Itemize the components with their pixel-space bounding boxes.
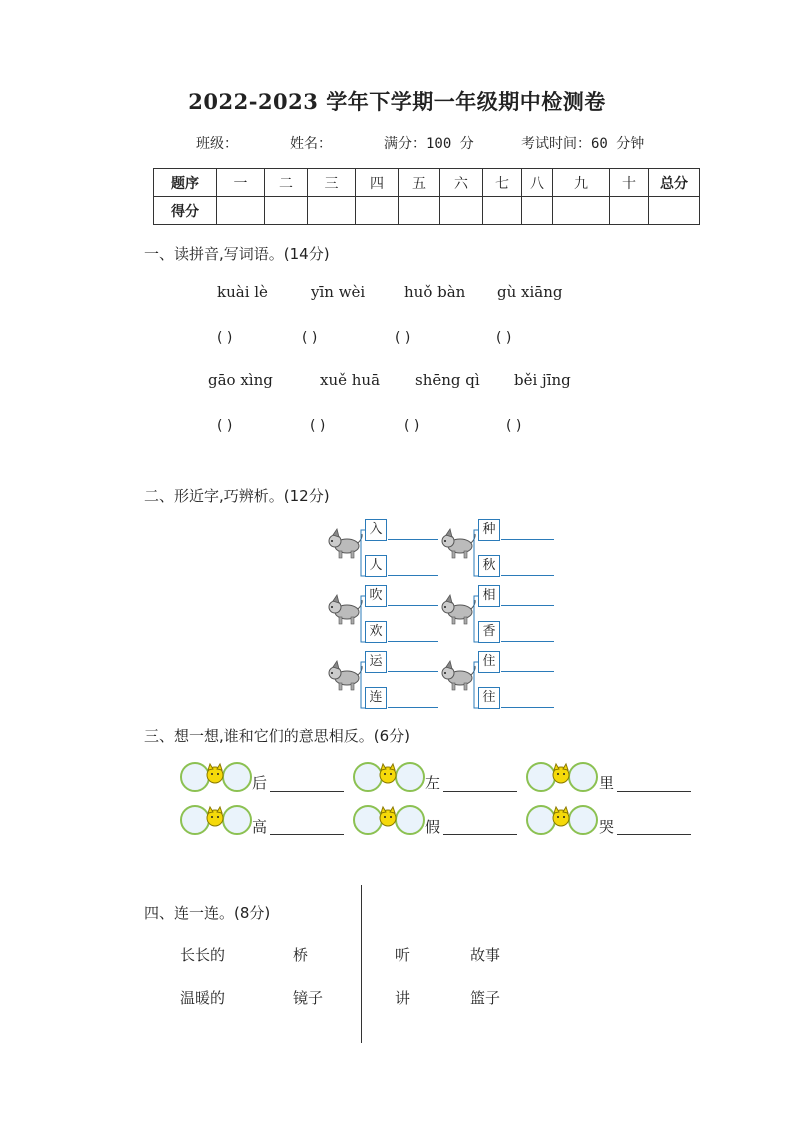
full-score-label: 满分：100 分 xyxy=(384,136,474,152)
answer-line[interactable] xyxy=(388,605,438,606)
match-item[interactable]: 温暖的 xyxy=(180,989,226,1007)
answer-line[interactable] xyxy=(501,575,554,576)
section1-heading: 一、读拼音,写词语。(14分) xyxy=(144,245,330,263)
cat-icon xyxy=(376,762,400,786)
table-col-3: 三 xyxy=(308,169,356,197)
answer-line[interactable] xyxy=(501,671,554,672)
answer-blank[interactable]: ( ) xyxy=(217,418,233,434)
char-box: 运 xyxy=(365,651,387,673)
answer-blank[interactable]: ( ) xyxy=(496,330,512,346)
pinyin-item: shēng qì xyxy=(415,371,480,389)
section3-heading: 三、想一想,谁和它们的意思相反。(6分) xyxy=(144,727,411,745)
score-cell[interactable] xyxy=(522,197,553,225)
table-col-9: 九 xyxy=(553,169,610,197)
cat-icon xyxy=(549,805,573,829)
score-cell[interactable] xyxy=(610,197,649,225)
antonym-char: 哭 xyxy=(599,818,615,836)
answer-line[interactable] xyxy=(501,641,554,642)
score-cell[interactable] xyxy=(483,197,522,225)
match-item[interactable]: 听 xyxy=(395,946,411,964)
char-box: 连 xyxy=(365,687,387,709)
score-cell[interactable] xyxy=(553,197,610,225)
score-cell[interactable] xyxy=(217,197,265,225)
char-box: 人 xyxy=(365,555,387,577)
cat-icon xyxy=(549,762,573,786)
answer-blank[interactable]: ( ) xyxy=(310,418,326,434)
char-box: 欢 xyxy=(365,621,387,643)
answer-line[interactable] xyxy=(443,834,517,835)
page-title: 2022-2023 学年下学期一年级期中检测卷 xyxy=(188,89,606,114)
exam-time-label: 考试时间：60 分钟 xyxy=(521,136,645,152)
answer-line[interactable] xyxy=(501,539,554,540)
cat-icon xyxy=(203,762,227,786)
answer-blank[interactable]: ( ) xyxy=(217,330,233,346)
match-item[interactable]: 讲 xyxy=(395,989,411,1007)
char-box: 入 xyxy=(365,519,387,541)
table-col-6: 六 xyxy=(440,169,483,197)
antonym-char: 里 xyxy=(599,774,615,792)
pinyin-item: yīn wèi xyxy=(311,283,366,301)
score-table-score-row xyxy=(154,197,700,225)
section2-heading: 二、形近字,巧辨析。(12分) xyxy=(144,487,330,505)
answer-line[interactable] xyxy=(388,539,438,540)
score-table xyxy=(153,168,700,225)
pinyin-item: gāo xìng xyxy=(208,371,273,389)
antonym-char: 假 xyxy=(425,818,441,836)
table-col-2: 二 xyxy=(265,169,308,197)
pinyin-item: gù xiāng xyxy=(497,283,563,301)
answer-line[interactable] xyxy=(270,834,344,835)
divider-line xyxy=(361,885,362,1043)
class-label: 班级： xyxy=(196,136,238,152)
answer-line[interactable] xyxy=(443,791,517,792)
char-box: 住 xyxy=(478,651,500,673)
char-box: 秋 xyxy=(478,555,500,577)
answer-line[interactable] xyxy=(388,575,438,576)
cat-icon xyxy=(203,805,227,829)
char-box: 香 xyxy=(478,621,500,643)
table-score-label: 得分 xyxy=(154,197,217,225)
answer-blank[interactable]: ( ) xyxy=(395,330,411,346)
antonym-char: 后 xyxy=(252,774,268,792)
match-item[interactable]: 镜子 xyxy=(293,989,324,1007)
score-cell[interactable] xyxy=(649,197,700,225)
char-box: 种 xyxy=(478,519,500,541)
match-item[interactable]: 故事 xyxy=(470,946,501,964)
score-table-header-row xyxy=(154,169,700,197)
score-cell[interactable] xyxy=(440,197,483,225)
score-cell[interactable] xyxy=(265,197,308,225)
table-col-7: 七 xyxy=(483,169,522,197)
answer-line[interactable] xyxy=(388,641,438,642)
char-box: 往 xyxy=(478,687,500,709)
answer-blank[interactable]: ( ) xyxy=(506,418,522,434)
table-col-5: 五 xyxy=(399,169,440,197)
section4-heading: 四、连一连。(8分) xyxy=(144,904,271,922)
antonym-char: 高 xyxy=(252,818,268,836)
pinyin-item: běi jīng xyxy=(514,371,571,389)
pinyin-item: xuě huā xyxy=(320,371,381,389)
score-cell[interactable] xyxy=(399,197,440,225)
answer-line[interactable] xyxy=(617,834,691,835)
table-col-4: 四 xyxy=(356,169,399,197)
table-col-1: 一 xyxy=(217,169,265,197)
answer-line[interactable] xyxy=(617,791,691,792)
char-box: 相 xyxy=(478,585,500,607)
answer-line[interactable] xyxy=(501,605,554,606)
char-box: 吹 xyxy=(365,585,387,607)
score-cell[interactable] xyxy=(356,197,399,225)
match-item[interactable]: 桥 xyxy=(293,946,309,964)
answer-line[interactable] xyxy=(270,791,344,792)
cat-icon xyxy=(376,805,400,829)
answer-line[interactable] xyxy=(388,707,438,708)
match-item[interactable]: 篮子 xyxy=(470,989,501,1007)
answer-blank[interactable]: ( ) xyxy=(404,418,420,434)
answer-blank[interactable]: ( ) xyxy=(302,330,318,346)
answer-line[interactable] xyxy=(388,671,438,672)
table-col-total: 总分 xyxy=(649,169,700,197)
table-header-item-order: 题序 xyxy=(154,169,217,197)
antonym-char: 左 xyxy=(425,774,441,792)
name-label: 姓名： xyxy=(290,136,332,152)
table-col-8: 八 xyxy=(522,169,553,197)
pinyin-item: kuài lè xyxy=(217,283,268,301)
answer-line[interactable] xyxy=(501,707,554,708)
table-col-10: 十 xyxy=(610,169,649,197)
score-cell[interactable] xyxy=(308,197,356,225)
pinyin-item: huǒ bàn xyxy=(404,283,466,301)
match-item[interactable]: 长长的 xyxy=(180,946,226,964)
